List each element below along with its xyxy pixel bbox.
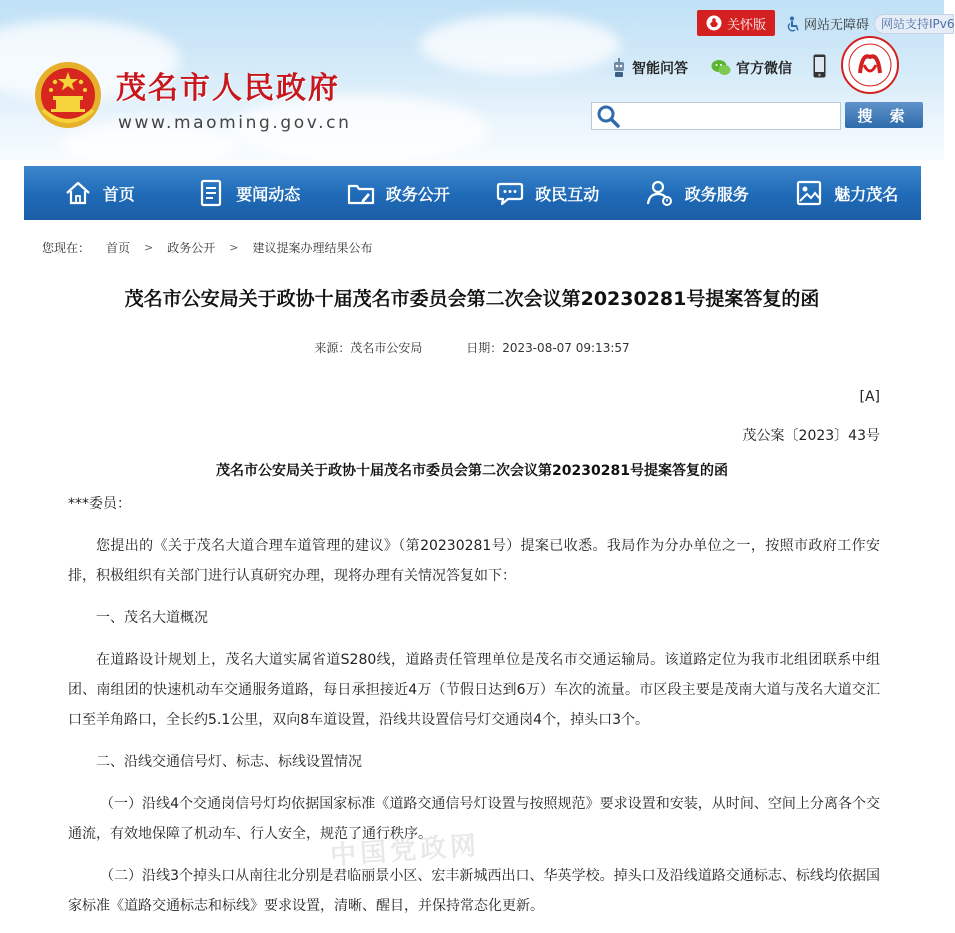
nav-item-charm[interactable] [772, 166, 922, 220]
search-button[interactable]: 搜 索 [845, 102, 923, 128]
nav-item-label: 政务服务 [684, 184, 749, 204]
nav-item-label: 魅力茂名 [834, 184, 899, 204]
robot-icon [611, 58, 627, 78]
breadcrumb-separator-icon: > [229, 241, 239, 254]
wechat-icon [711, 59, 731, 77]
document-number: 茂公案〔2023〕43号 [742, 428, 880, 444]
breadcrumb-item-gov-affairs[interactable]: 政务公开 [167, 241, 216, 255]
salutation: ***委员： [68, 496, 131, 512]
category-mark: [A] [859, 389, 880, 405]
nav-item-label: 要闻动态 [236, 184, 301, 204]
accessibility-label: 网站无障碍 [804, 18, 870, 33]
nav-item-home[interactable] [24, 166, 174, 220]
nav-item-news[interactable] [174, 166, 324, 220]
mobile-phone-icon[interactable] [813, 54, 826, 78]
breadcrumb-separator-icon: > [144, 241, 154, 254]
care-icon [706, 15, 722, 31]
chat-icon [495, 178, 525, 208]
article-body [68, 489, 880, 933]
official-wechat-link[interactable] [711, 58, 792, 78]
accessibility-link[interactable] [786, 14, 869, 33]
user-service-icon [645, 178, 675, 208]
breadcrumb-item-home[interactable]: 首页 [106, 241, 131, 255]
news-icon [196, 178, 226, 208]
watermark: 中国党政网 [329, 830, 482, 872]
home-icon [63, 178, 93, 208]
search-icon [596, 104, 620, 128]
smart-qa-link[interactable] [611, 58, 688, 78]
article-paragraph: 您提出的《关于茂名大道合理车道管理的建议》（第20230281号）提案已收悉。我局作为分办单位之一，按照市政府工作安排，积极组织有关部门进行认真研究办理，现将办理有关情况答复如下： [68, 538, 880, 584]
care-mode-button[interactable] [697, 10, 775, 36]
nav-item-label: 政务公开 [385, 184, 450, 204]
document-sub-title: 茂名市公安局关于政协十届茂名市委员会第二次会议第20230281号提案答复的函 [216, 463, 728, 479]
official-wechat-label: 官方微信 [736, 61, 792, 77]
nav-item-label: 政民互动 [535, 184, 600, 204]
section-heading: 一、茂名大道概况 [96, 610, 208, 626]
nav-item-interaction[interactable] [473, 166, 623, 220]
article-source: 来源：茂名市公安局 [314, 341, 423, 355]
nav-item-label: 首页 [102, 184, 135, 204]
article-date: 日期：2023-08-07 09:13:57 [466, 341, 630, 355]
header-cloud [420, 15, 620, 75]
folder-icon [346, 178, 376, 208]
article-meta [0, 339, 944, 356]
breadcrumb-item-proposals[interactable]: 建议提案办理结果公布 [252, 241, 373, 255]
picture-icon [794, 178, 824, 208]
national-emblem-icon [33, 60, 103, 130]
search-input[interactable] [620, 104, 840, 128]
article-paragraph: 在道路设计规划上，茂名大道实属省道S280线，道路责任管理单位是茂名市交通运输局。该道路定位为我市北组团联系中组团、南组团的快速机动车交通服务道路，每日承担接近4万（节假日达到6万）车次的流量。市区段主要是茂南大道与茂名大道交汇口至羊角路口，全长约5.1公里，双向8车道设置，沿线共设置信号灯交通岗4个，掉头口3个。 [68, 652, 880, 728]
section-heading: 二、沿线交通信号灯、标志、标线设置情况 [96, 754, 362, 770]
smart-qa-label: 智能问答 [632, 61, 688, 77]
care-mode-label: 关怀版 [726, 17, 766, 33]
site-header [0, 0, 955, 160]
article-paragraph: （一）沿线4个交通岗信号灯均依据国家标准《道路交通信号灯设置与按照规范》要求设置和安装，从时间、空间上分离各个交通流，有效地保障了机动车、行人安全，规范了通行秩序。 [68, 796, 880, 842]
site-title[interactable]: 茂名市人民政府 [116, 71, 340, 106]
article-paragraph: （二）沿线3个掉头口从南往北分别是君临丽景小区、宏丰新城西出口、华英学校。掉头口及沿线道路交通标志、标线均依据国家标准《道路交通标志和标线》要求设置，清晰、醒目，并保持常态化更新。 [68, 868, 880, 914]
site-url: www.maoming.gov.cn [118, 113, 352, 133]
search-field[interactable] [591, 102, 841, 130]
main-nav [24, 166, 921, 220]
ipv6-badge: 网站支持IPv6 [874, 14, 954, 34]
nav-item-gov-affairs[interactable] [323, 166, 473, 220]
accessibility-icon [786, 16, 800, 32]
nav-item-services[interactable] [622, 166, 772, 220]
breadcrumb-lead: 您现在： [42, 241, 91, 255]
breadcrumb [42, 239, 373, 256]
maoming-brand-logo-icon [840, 35, 900, 95]
article-title: 茂名市公安局关于政协十届茂名市委员会第二次会议第20230281号提案答复的函 [124, 288, 820, 310]
